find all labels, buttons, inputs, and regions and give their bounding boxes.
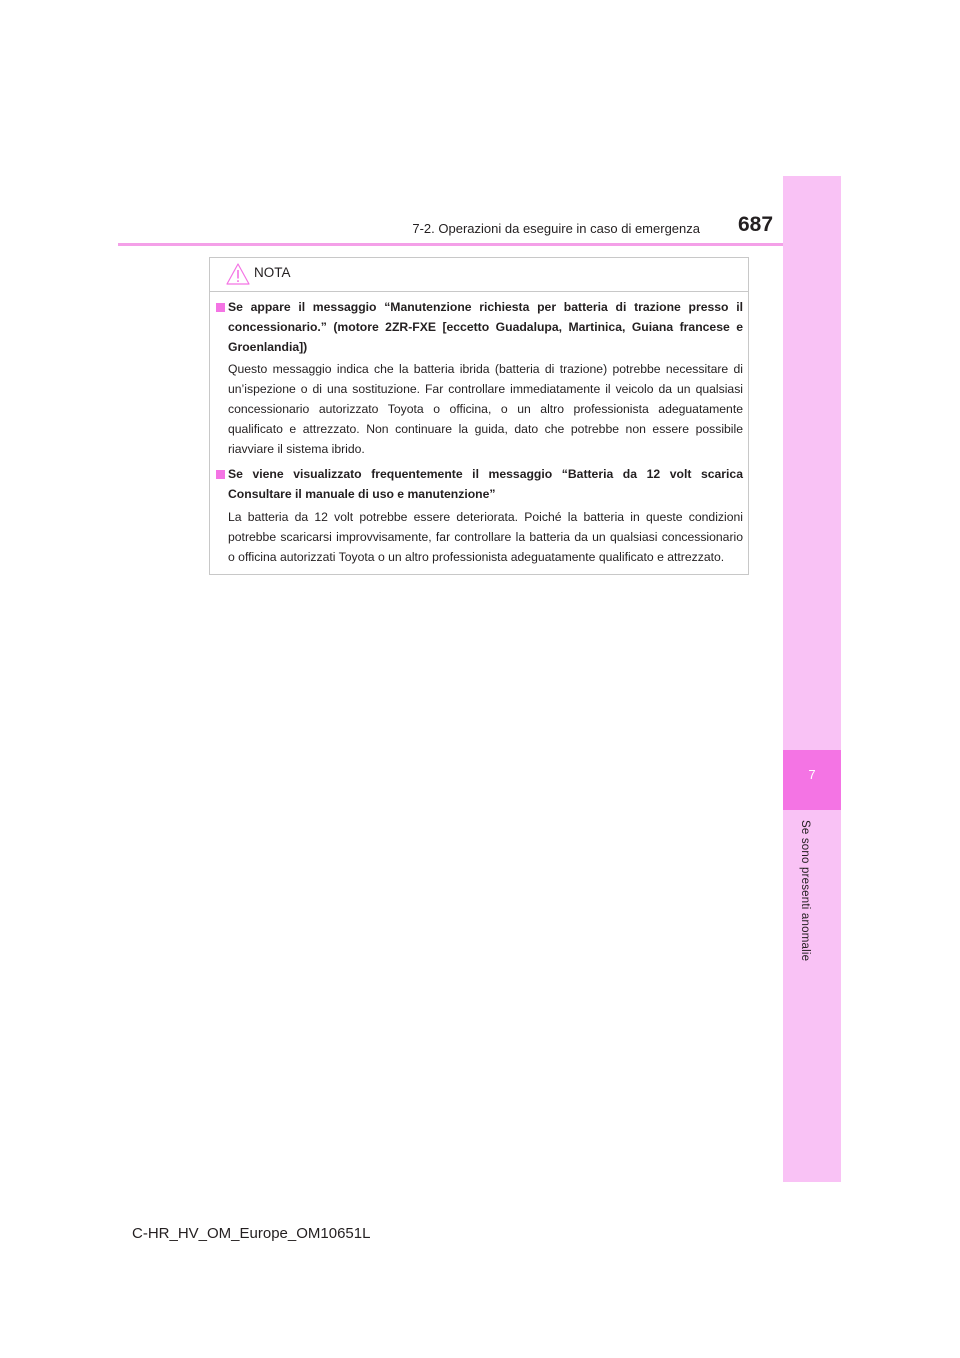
caution-body [216,298,743,573]
caution-item-text: La batteria da 12 volt potrebbe essere deteriorata. Poiché la batteria in queste condizioni potrebbe scaricarsi improvvisamente, far controllare la batteria da un qualsiasi concessionario o officina autorizzati Toyota o un altro professionista adeguatamente qualificato e attrezzato. [228,509,743,564]
chapter-title: Se sono presenti anomalie [799,820,811,962]
caution-box [209,257,749,575]
section-title: 7-2. Operazioni da eseguire in caso di emergenza [412,221,700,236]
chapter-number: 7 [808,767,816,782]
caution-item-title: Se appare il messaggio “Manutenzione richiesta per batteria di trazione presso il concessionario.” (motore 2ZR-FXE [eccetto Guadalupa, Martinica, Guiana francese e Groenlandia]) [228,300,743,354]
caution-item-title: Se viene visualizzato frequentemente il messaggio “Batteria da 12 volt scarica Consultare il manuale di uso e manutenzione” [228,467,743,502]
caution-title: NOTA [254,265,291,280]
caution-header [210,258,748,292]
warning-triangle-icon [225,262,251,286]
page-number: 687 [738,213,774,236]
caution-item [216,465,743,567]
document-id: C-HR_HV_OM_Europe_OM10651L [132,1225,371,1242]
caution-item-text: Questo messaggio indica che la batteria ibrida (batteria di trazione) potrebbe necessitare di un’ispezione o di una sostituzione. Far controllare immediatamente il veicolo da un qualsiasi concessionario autorizzato Toyota o officina, o un altro professionista adeguatamente qualificato e attrezzato. Non continuare la guida, dato che potrebbe non essere possibile riavviare il sistema ibrido. [228,362,743,456]
square-bullet-icon [216,303,225,312]
caution-item [216,298,743,459]
square-bullet-icon [216,470,225,479]
side-tab [783,176,841,1182]
header-rule [118,243,840,246]
